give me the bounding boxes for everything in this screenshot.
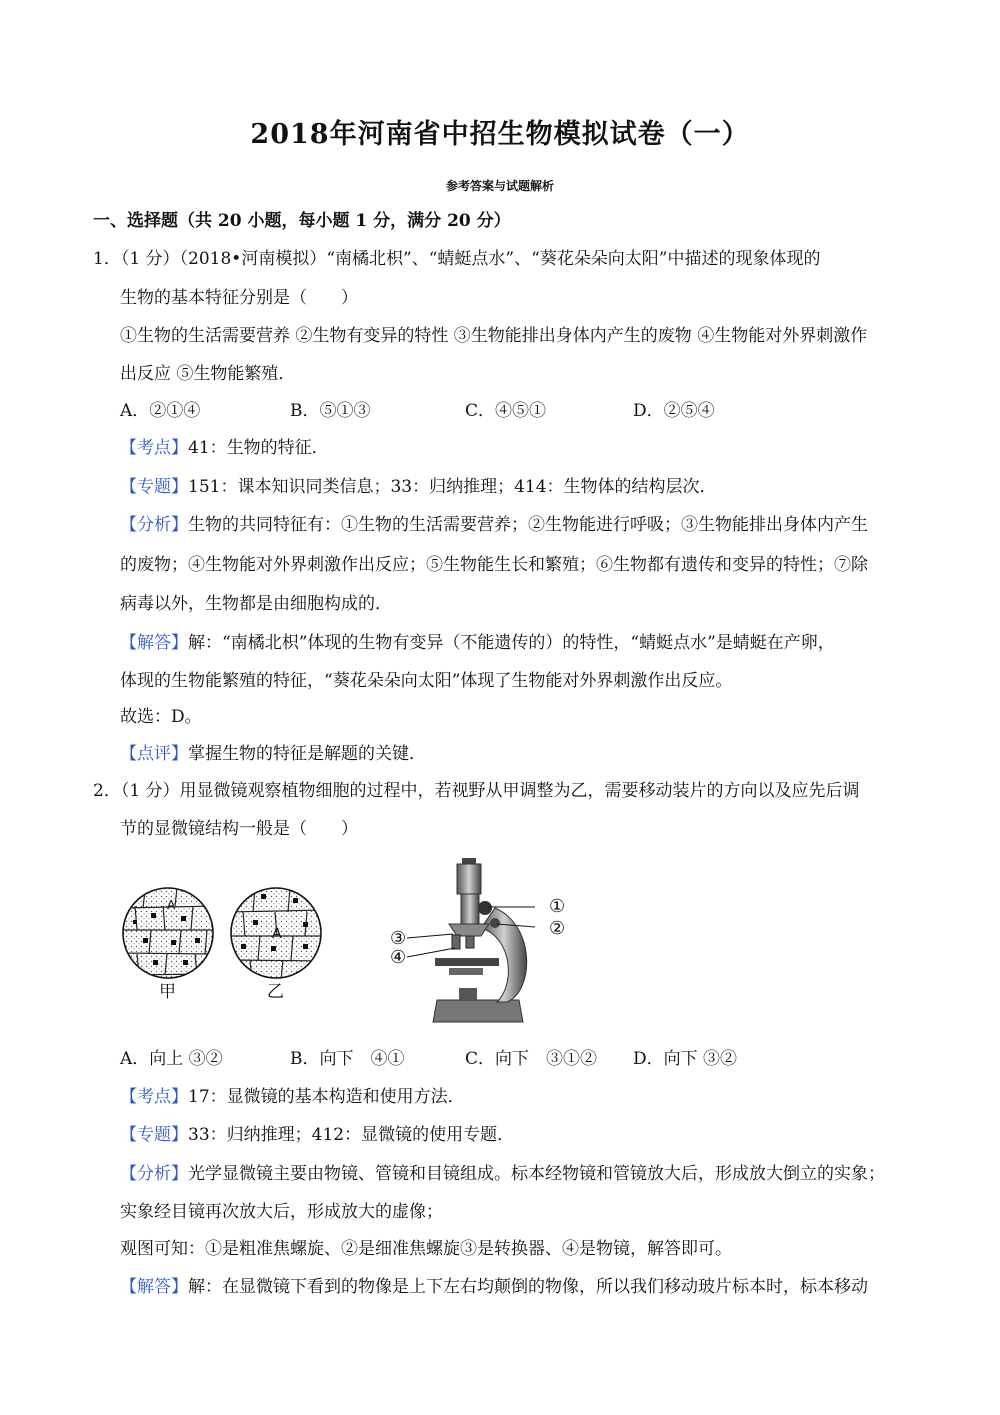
label-jia: 甲 [159, 982, 176, 1002]
q1-zhuanti [120, 476, 717, 498]
microscope-icon [407, 858, 535, 1022]
q1-option-a: A．②①④ [120, 401, 201, 421]
q1-fenxi-line2: 的废物；④生物能对外界刺激作出反应；⑤生物能生长和繁殖；⑥生物都有遗传和变异的特性；⑦除 [120, 555, 868, 575]
q1-kaodian [120, 437, 329, 459]
q2-figure [115, 850, 535, 1025]
q2-fenxi-line2: 实象经目镜再次放大后，形成放大的虚像； [120, 1202, 443, 1222]
q1-stem-line1: 1．（1 分）（2018•河南模拟）“南橘北枳”、“蜻蜓点水”、“葵花朵朵向太阳”中描述的现象体现的 [93, 249, 821, 269]
q1-fenxi-tag: 【分析】 [120, 515, 188, 535]
q2-stem-line2: 节的显微镜结构一般是（ ） [120, 819, 358, 839]
q1-kaodian-text: 41：生物的特征． [188, 438, 329, 458]
marker-4: ④ [390, 947, 407, 968]
q2-stem-line1: 2．（1 分）用显微镜观察植物细胞的过程中，若视野从甲调整为乙，需要移动装片的方向以及应先后调 [93, 781, 860, 801]
section-heading: 一、选择题（共 20 小题，每小题 1 分，满分 20 分） [93, 211, 511, 231]
q2-jieda-tag: 【解答】 [120, 1277, 188, 1297]
q2-fenxi-text: 光学显微镜主要由物镜、管镜和目镜组成。标本经物镜和管镜放大后，形成放大倒立的实象； [188, 1164, 885, 1184]
cell-a-mark-jia: A [167, 898, 176, 912]
q1-zhuanti-text: 151：课本知识同类信息；33：归纳推理；414：生物体的结构层次． [188, 477, 717, 497]
q2-option-d: D．向下 ③② [633, 1049, 738, 1069]
q1-kaodian-tag: 【考点】 [120, 438, 188, 458]
q2-kaodian-text: 17：显微镜的基本构造和使用方法． [188, 1087, 465, 1107]
q1-zhuanti-tag: 【专题】 [120, 477, 188, 497]
q2-fenxi [120, 1163, 885, 1185]
q1-fenxi-text: 生物的共同特征有：①生物的生活需要营养；②生物能进行呼吸；③生物能排出身体内产生 [188, 515, 868, 535]
marker-1: ① [549, 896, 566, 917]
q1-jieda-tag: 【解答】 [120, 633, 188, 653]
q1-desc-line2: 出反应 ⑤生物能繁殖． [120, 364, 296, 384]
view-yi-icon [228, 888, 325, 980]
q1-dianping [120, 743, 426, 765]
marker-2: ② [549, 918, 566, 939]
q1-jieda-text: 解：“南橘北枳”体现的生物有变异（不能遗传的）的特性，“蜻蜓点水”是蜻蜓在产卵， [188, 633, 835, 653]
q2-kaodian [120, 1086, 465, 1108]
q1-jieda-line2: 体现的生物能繁殖的特征，“葵花朵朵向太阳”体现了生物能对外界刺激作出反应。 [120, 671, 733, 691]
q2-fenxi-line3: 观图可知：①是粗准焦螺旋、②是细准焦螺旋③是转换器、④是物镜，解答即可。 [120, 1239, 732, 1259]
marker-3: ③ [390, 928, 407, 949]
q2-option-a: A．向上 ③② [120, 1049, 223, 1069]
q2-option-b: B．向下 ④① [290, 1049, 405, 1069]
q1-desc-line1: ①生物的生活需要营养 ②生物有变异的特性 ③生物能排出身体内产生的废物 ④生物能对外界刺激作 [120, 326, 868, 346]
q1-jieda [120, 632, 835, 654]
q1-option-b: B．⑤①③ [290, 401, 371, 421]
view-jia-icon [120, 888, 215, 978]
q1-fenxi [120, 514, 868, 536]
q1-dianping-tag: 【点评】 [120, 744, 188, 764]
q2-fenxi-tag: 【分析】 [120, 1164, 188, 1184]
q1-dianping-text: 掌握生物的特征是解题的关键． [188, 744, 426, 764]
q2-kaodian-tag: 【考点】 [120, 1087, 188, 1107]
q2-zhuanti [120, 1124, 514, 1146]
q1-stem-line2: 生物的基本特征分别是（ ） [120, 288, 358, 308]
q1-fenxi-line3: 病毒以外，生物都是由细胞构成的． [120, 594, 392, 614]
q2-jieda-text: 解：在显微镜下看到的物像是上下左右均颠倒的物像，所以我们移动玻片标本时，标本移动 [188, 1277, 868, 1297]
q1-option-c: C．④⑤① [465, 401, 547, 421]
q1-option-d: D．②⑤④ [633, 401, 715, 421]
label-yi: 乙 [267, 982, 284, 1002]
q2-zhuanti-tag: 【专题】 [120, 1125, 188, 1145]
q2-jieda [120, 1276, 868, 1298]
page-subtitle: 参考答案与试题解析 [445, 179, 554, 193]
q2-zhuanti-text: 33：归纳推理；412：显微镜的使用专题． [188, 1125, 515, 1145]
cell-a-mark-yi: A [272, 926, 282, 942]
page-title: 2018年河南省中招生物模拟试卷（一） [250, 119, 750, 150]
q2-option-c: C．向下 ③①② [465, 1049, 598, 1069]
q1-jieda-line3: 故选：D。 [120, 707, 202, 727]
